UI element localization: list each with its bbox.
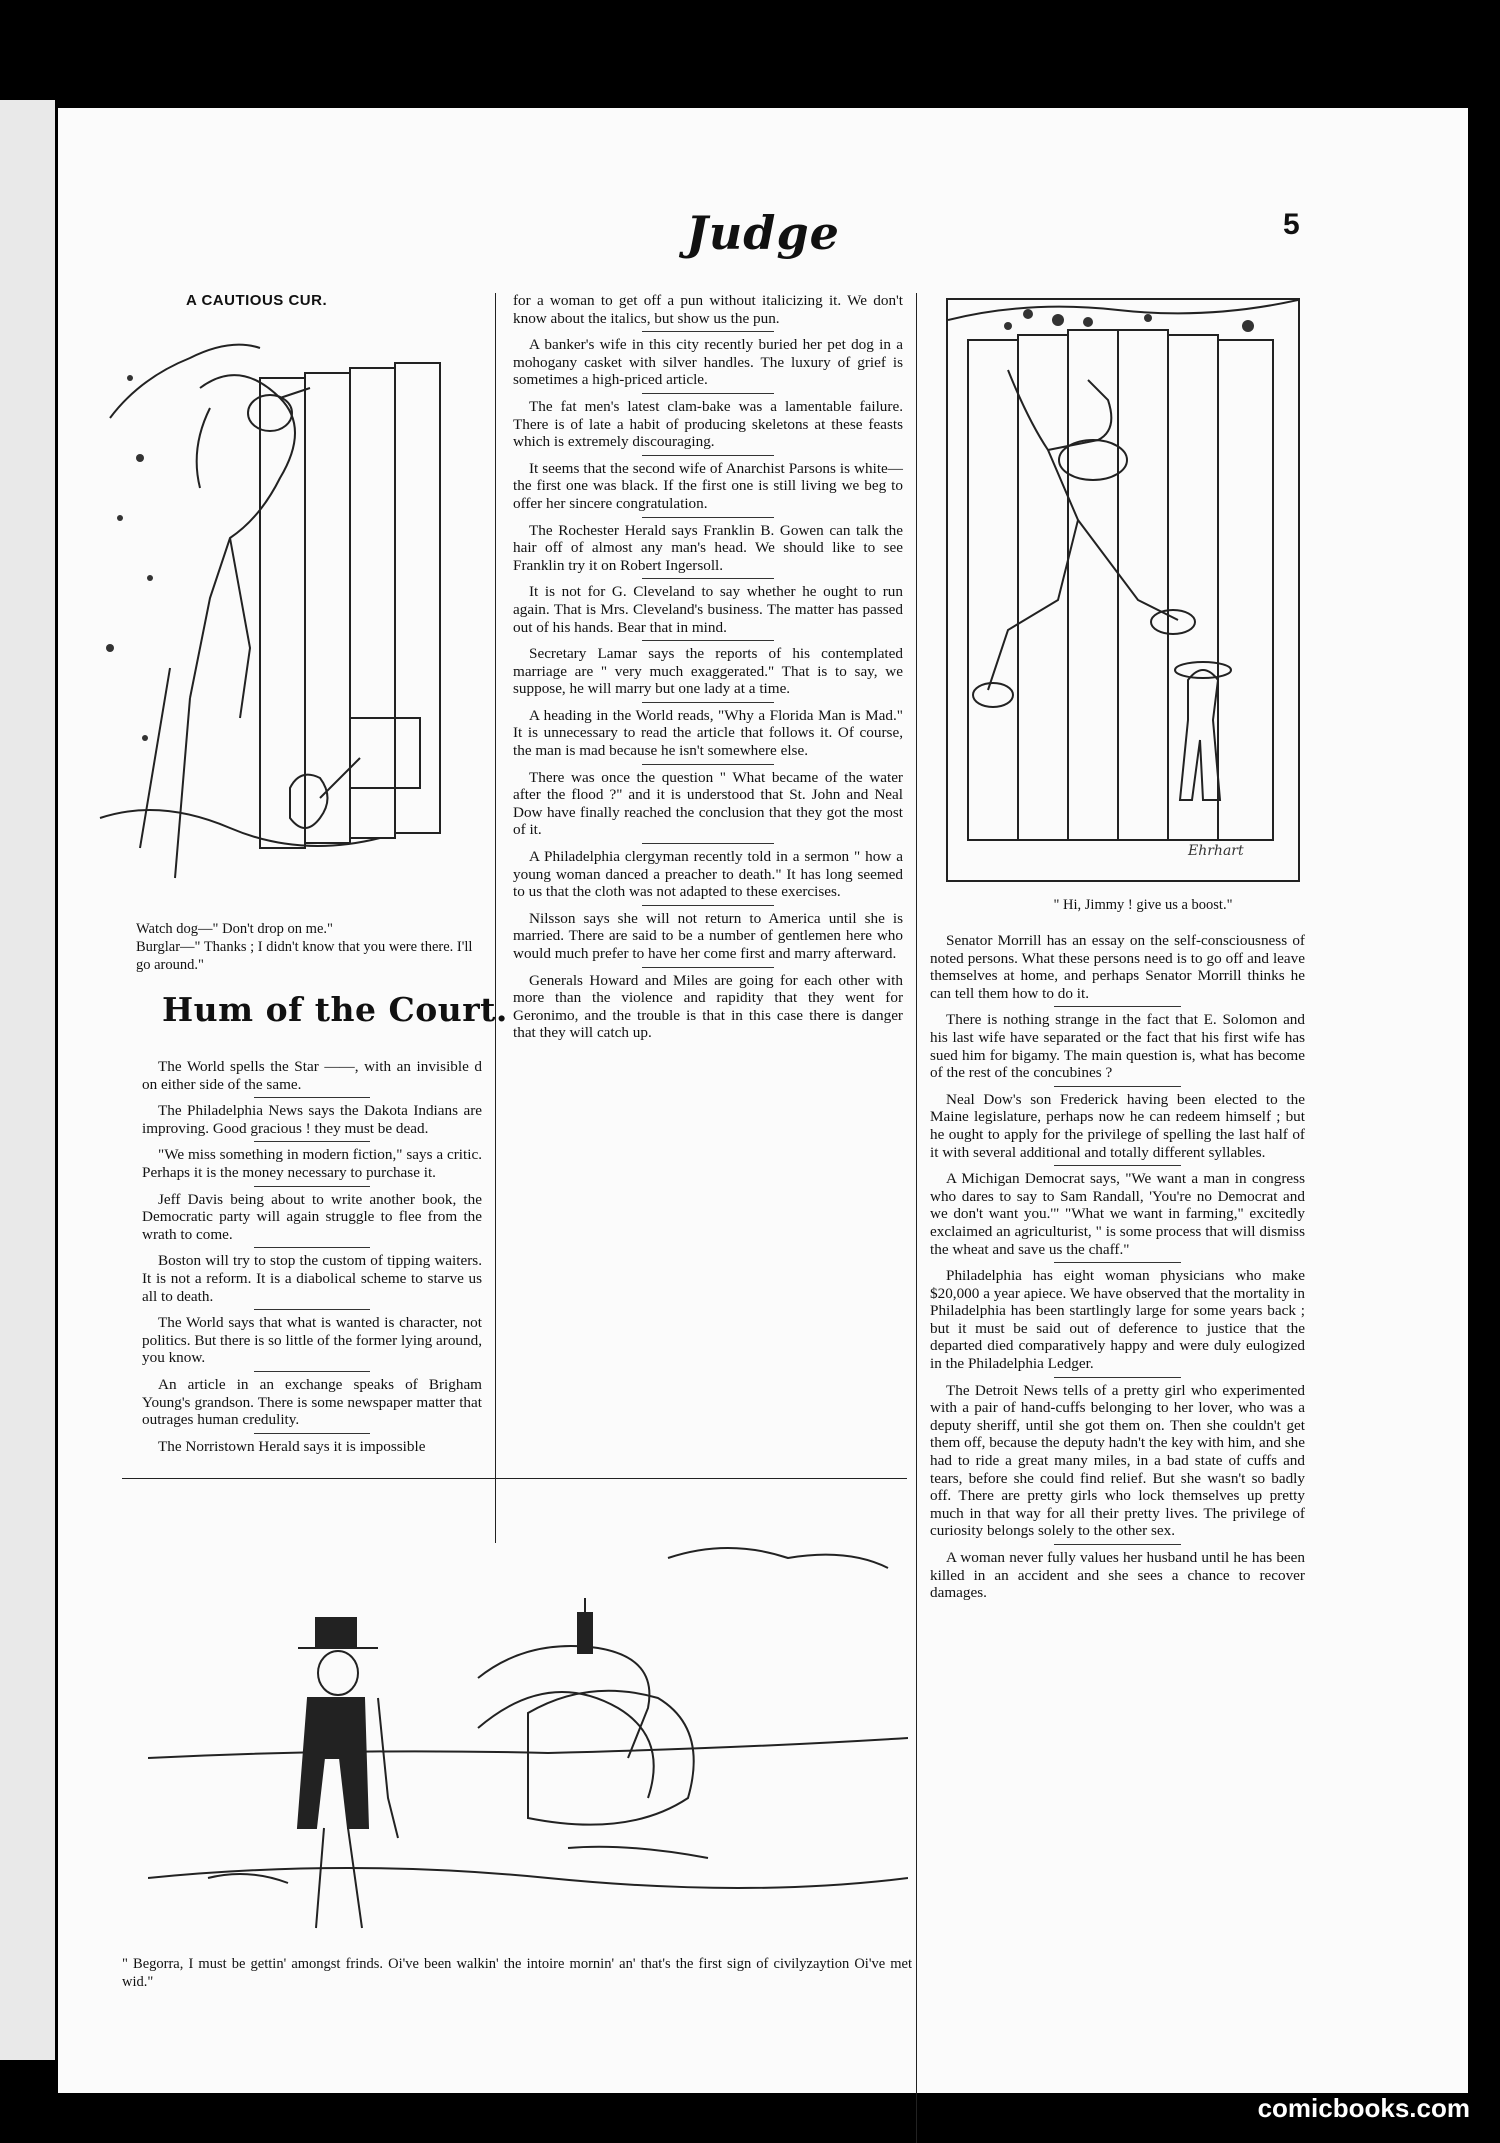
paragraph: for a woman to get off a pun without italicizing it. We don't know about the italics, but show us the pun. bbox=[513, 292, 903, 327]
fence-boost-illustration bbox=[946, 298, 1300, 882]
judge-logo: Judge bbox=[686, 206, 840, 260]
magazine-page bbox=[58, 108, 1468, 2093]
site-watermark: comicbooks.com bbox=[1257, 2093, 1470, 2123]
paragraph: An article in an exchange speaks of Brigham Young's grandson. There is some newspaper matter that outrages human credulity. bbox=[142, 1375, 482, 1429]
paragraph: A Michigan Democrat says, "We want a man in congress who dares to say to Sam Randall, 'You're no Democrat and we don't want you.'" "What we want in farming," excitedly exclaimed an agriculturist, " is some process that will dismiss the wheat and save us the chaff." bbox=[930, 1170, 1305, 1258]
paragraph: Generals Howard and Miles are going for each other with more than the violence and rapidity that they went for Geronimo, and the trouble is that in this case there is danger that they will catch up. bbox=[513, 971, 903, 1042]
paragraph: A Philadelphia clergyman recently told in a sermon " how a young woman danced a preacher to death." It has long seemed to us that the cloth was not adapted to these exercises. bbox=[513, 848, 903, 901]
paragraph: Senator Morrill has an essay on the self-consciousness of noted persons. What these persons need is to go off and leave themselves at home, and perhaps Senator Morrill thinks he can tell them how to do it. bbox=[930, 932, 1305, 1002]
page-number: 5 bbox=[1283, 208, 1300, 241]
cartoon-title: A CAUTIOUS CUR. bbox=[186, 292, 328, 309]
cautious-cur-illustration bbox=[80, 318, 490, 918]
paragraph: A banker's wife in this city recently buried her pet dog in a mohogany casket with silver handles. The luxury of grief is sometimes a high-priced article. bbox=[513, 336, 903, 389]
cartoon-caption-burglar: Burglar—" Thanks ; I didn't know that you were there. I'll go around." bbox=[136, 939, 473, 973]
paragraph: There was once the question " What became of the water after the flood ?" and it is understood that St. John and Neal Dow have finally reached the conclusion that they got the most of it. bbox=[513, 768, 903, 839]
bottom-cartoon-rule bbox=[122, 1478, 907, 1479]
paragraph: "We miss something in modern fiction," says a critic. Perhaps it is the money necessary to purchase it. bbox=[142, 1146, 482, 1181]
column-rule-right bbox=[916, 293, 917, 2143]
paragraph: The Detroit News tells of a pretty girl who experimented with a pair of hand-cuffs belonging to her lover, who was a deputy sheriff, until she got them on. Then she couldn't get them off, because the deputy hadn't the key with him, and she had to ride a great many miles, in a bad state of cuffs and tears, before she could find relief. But she wasn't so badly off. There are pretty girls who lock themselves up pretty much in that way for all their pretty lives. The privilege of curiosity belongs solely to the other sex. bbox=[930, 1381, 1305, 1540]
paragraph: The Rochester Herald says Franklin B. Gowen can talk the hair off of almost any man's head. We should like to see Franklin try it on Robert Ingersoll. bbox=[513, 521, 903, 574]
paragraph: A heading in the World reads, "Why a Florida Man is Mad." It is unnecessary to read the article that follows it. Of course, the man is mad because he isn't somewhere else. bbox=[513, 706, 903, 760]
paragraph: Nilsson says she will not return to America until she is married. There are said to be a number of gentlemen here who would much prefer to have her come first and marry afterward. bbox=[513, 909, 903, 962]
paragraph: It seems that the second wife of Anarchist Parsons is white—the first one was black. If the first one is still living we beg to offer her sincere congratulation. bbox=[513, 459, 903, 512]
paragraph: There is nothing strange in the fact that E. Solomon and his last wife have separated or the fact that his first wife has sued him for bigamy. The main question is, what has become of the rest of the concubines ? bbox=[930, 1011, 1305, 1082]
paragraph: Jeff Davis being about to write another book, the Democratic party will again struggle to flee from the wrath to come. bbox=[142, 1190, 482, 1243]
paragraph: A woman never fully values her husband until he has been killed in an accident and she sees a chance to recover damages. bbox=[930, 1549, 1305, 1602]
middle-column-text bbox=[513, 292, 903, 1051]
cartoon-signature: Ehrhart bbox=[1188, 843, 1244, 859]
begorra-illustration bbox=[148, 1498, 908, 1943]
right-column-text bbox=[930, 932, 1305, 1611]
boost-cartoon-caption: " Hi, Jimmy ! give us a boost." bbox=[1053, 897, 1233, 913]
paragraph: The World says that what is wanted is character, not politics. But there is so little of the former lying around, you know. bbox=[142, 1314, 482, 1367]
paragraph: Neal Dow's son Frederick having been elected to the Maine legislature, perhaps now he can redeem himself ; but he ought to apply for the privilege of spelling the last half of it with several additional and totally different syllables. bbox=[930, 1090, 1305, 1161]
masthead bbox=[58, 206, 1468, 260]
paragraph: Philadelphia has eight woman physicians who make $20,000 a year apiece. We have observed that the mortality in Philadelphia has been startlingly large for some years back ; but it must be said out of deference to justice that the departed died comparatively happy and were duly eulogized in the Philadelphia Ledger. bbox=[930, 1267, 1305, 1373]
paragraph: The World spells the Star ——, with an invisible d on either side of the same. bbox=[142, 1058, 482, 1093]
cartoon-caption-dog: Watch dog—" Don't drop on me." bbox=[136, 921, 333, 937]
paragraph: It is not for G. Cleveland to say whether he ought to run again. That is Mrs. Cleveland's business. The matter has passed out of his hands. Bear that in mind. bbox=[513, 583, 903, 636]
paragraph: The Philadelphia News says the Dakota Indians are improving. Good gracious ! they must be dead. bbox=[142, 1102, 482, 1137]
section-heading: Hum of the Court. bbox=[162, 990, 508, 1029]
paragraph: Secretary Lamar says the reports of his contemplated marriage are " very much exaggerated." That is to say, we suppose, he will marry but one lady at a time. bbox=[513, 645, 903, 698]
bottom-cartoon-caption: " Begorra, I must be gettin' amongst frinds. Oi've been walkin' the intoire mornin' an' that's the first sign of civilyzaytion Oi've met wid." bbox=[122, 1956, 912, 1990]
previous-page-edge bbox=[0, 100, 55, 2060]
left-column-text bbox=[142, 1058, 482, 1464]
paragraph: The Norristown Herald says it is impossible bbox=[142, 1438, 482, 1456]
paragraph: Boston will try to stop the custom of tipping waiters. It is not a reform. It is a diabolical scheme to starve us all to death. bbox=[142, 1252, 482, 1305]
column-rule-left bbox=[495, 293, 496, 1543]
paragraph: The fat men's latest clam-bake was a lamentable failure. There is of late a habit of producing skeletons at these feasts which is extremely discouraging. bbox=[513, 397, 903, 451]
